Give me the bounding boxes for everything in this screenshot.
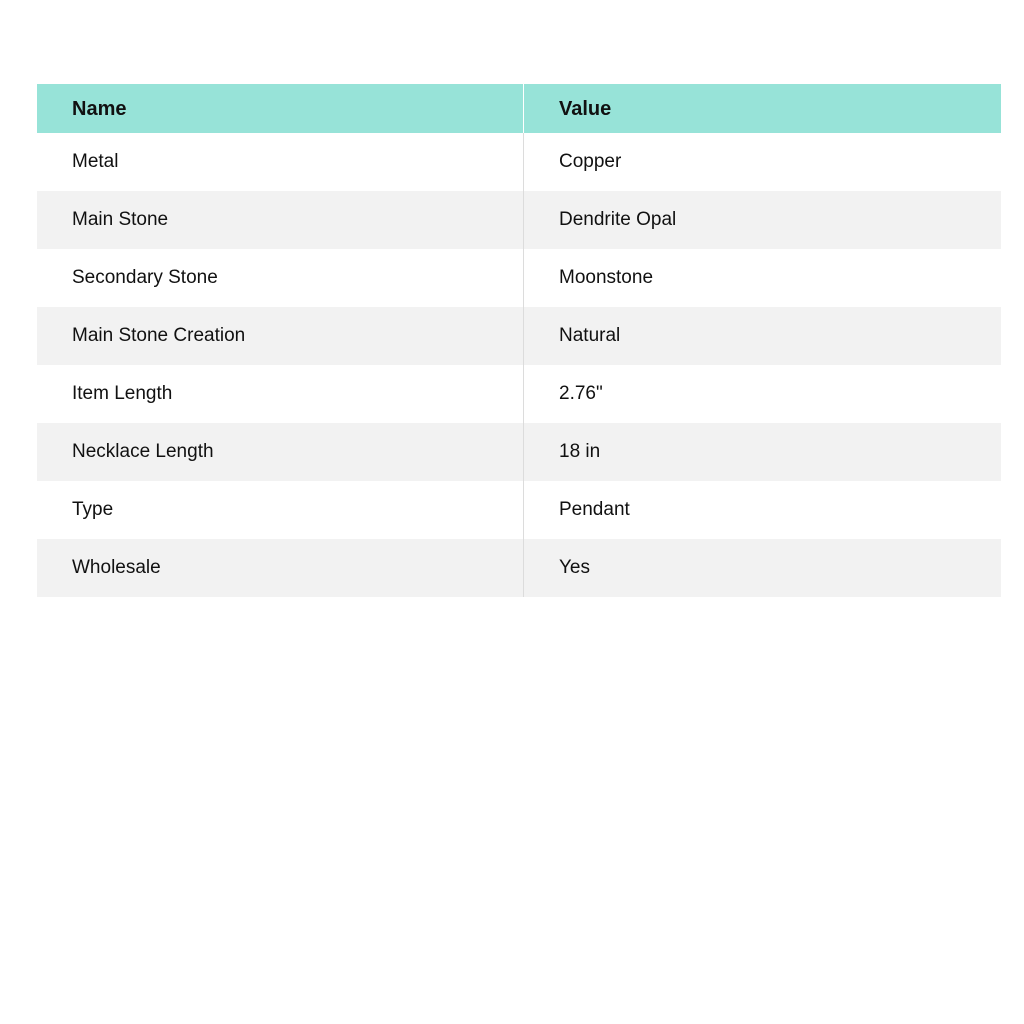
cell-value: 2.76" — [523, 365, 1001, 423]
cell-value: Pendant — [523, 481, 1001, 539]
table-row — [37, 307, 1001, 365]
cell-value: 18 in — [523, 423, 1001, 481]
table-row — [37, 423, 1001, 481]
cell-name: Metal — [72, 150, 119, 172]
cell-value: Dendrite Opal — [523, 191, 1001, 249]
cell-name: Item Length — [72, 382, 173, 404]
table-row — [37, 481, 1001, 539]
table-header-row — [37, 84, 1001, 133]
cell-name: Type — [72, 498, 114, 520]
cell-value: Moonstone — [523, 249, 1001, 307]
cell-name: Wholesale — [72, 556, 161, 578]
cell-name: Secondary Stone — [72, 266, 218, 288]
product-spec-table — [37, 84, 1001, 597]
table-row — [37, 133, 1001, 191]
cell-name: Main Stone — [72, 208, 169, 230]
cell-value: Yes — [523, 539, 1001, 597]
cell-value: Natural — [523, 307, 1001, 365]
table-row — [37, 365, 1001, 423]
table-row — [37, 249, 1001, 307]
table-row — [37, 539, 1001, 597]
cell-name: Main Stone Creation — [72, 324, 246, 346]
table-row — [37, 191, 1001, 249]
cell-value: Copper — [523, 133, 1001, 191]
header-cell-name: Name — [72, 97, 127, 120]
cell-name: Necklace Length — [72, 440, 214, 462]
header-cell-value: Value — [523, 84, 1001, 133]
